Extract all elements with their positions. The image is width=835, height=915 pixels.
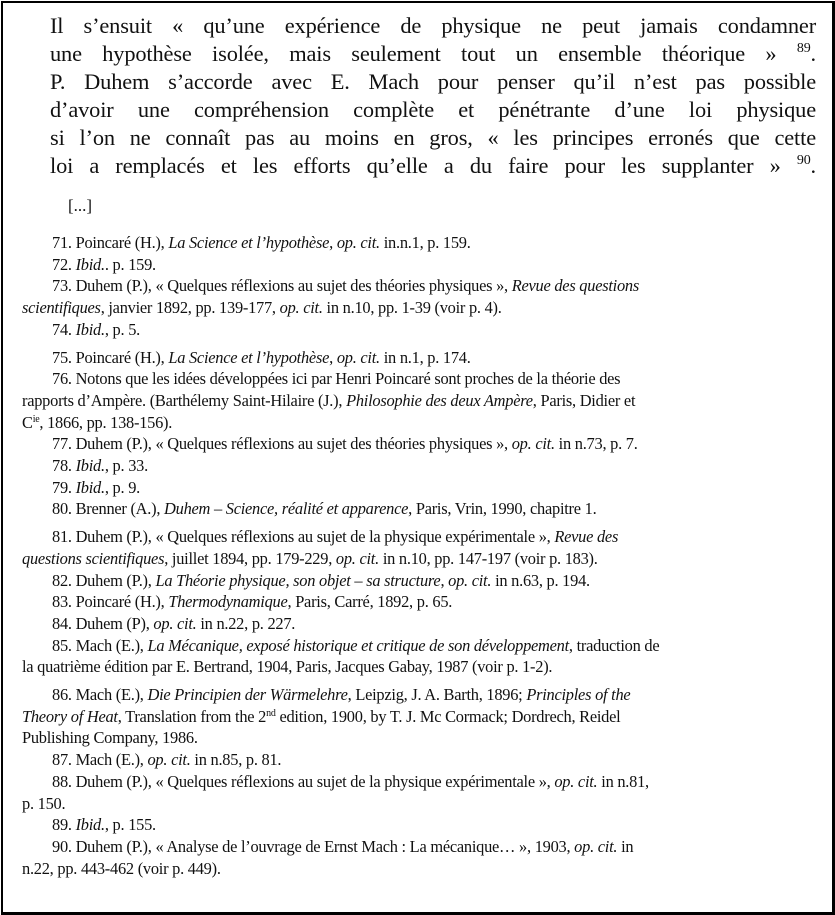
note-opcit: op. cit. <box>336 347 380 367</box>
note-text: 88. Duhem (P.), « Quelques réflexions au sujet de la physique expérimentale », <box>52 771 555 791</box>
note-text: 72. <box>52 254 76 274</box>
footnote-74 <box>22 319 792 341</box>
note-line <box>22 275 792 297</box>
note-text: in n.81, <box>597 771 649 791</box>
note-line <box>22 684 792 706</box>
note-text: , <box>440 570 449 590</box>
footnote-77 <box>22 433 792 455</box>
body-line: d’avoir une compréhension complète et pénétrante d’une loi physique <box>50 97 816 122</box>
footnote-72 <box>22 254 792 276</box>
note-text: , Paris, Didier et <box>532 390 636 410</box>
note-text: , juillet 1894, pp. 179-229, <box>164 548 336 568</box>
footnote-82 <box>22 570 792 592</box>
note-line <box>22 319 792 341</box>
note-text: , p. 155. <box>104 815 156 835</box>
note-title: La Mécanique, exposé historique et critique de son développement <box>147 635 569 655</box>
note-superscript: nd <box>266 707 276 719</box>
note-ibid: Ibid. <box>75 254 105 274</box>
note-line <box>22 706 792 728</box>
note-text: 77. Duhem (P.), « Quelques réflexions au sujet des théories physiques », <box>52 434 512 454</box>
note-line: 76. Notons que les idées développées ici par Henri Poincaré sont proches de la théorie des <box>52 369 621 389</box>
footnote-81 <box>22 526 792 569</box>
note-text: 84. Duhem (P), <box>52 613 154 633</box>
note-ibid: Ibid. <box>75 477 105 497</box>
note-title: Principles of the <box>526 685 631 705</box>
footnote-80 <box>22 498 792 520</box>
note-text: in <box>617 836 634 856</box>
note-title: Revue des <box>554 527 619 547</box>
note-line <box>22 477 792 499</box>
note-text: 74. <box>52 319 76 339</box>
footnote-84 <box>22 613 792 635</box>
note-text: 86. Mach (E.), <box>52 685 148 705</box>
note-line <box>22 526 792 548</box>
note-line <box>22 749 792 771</box>
footnote-75 <box>22 347 792 369</box>
note-line: n.22, pp. 443-462 (voir p. 449). <box>22 858 221 878</box>
body-line: P. Duhem s’accorde avec E. Mach pour penser qu’il n’est pas possible <box>50 69 816 94</box>
note-line <box>22 433 792 455</box>
note-line <box>22 498 792 520</box>
note-line <box>22 613 792 635</box>
note-text: 79. <box>52 477 76 497</box>
note-opcit: op. cit. <box>335 548 379 568</box>
note-title: Duhem – Science, réalité et apparence <box>164 499 409 519</box>
note-opcit: op. cit. <box>147 750 191 770</box>
note-line <box>22 297 792 319</box>
footnote-73 <box>22 275 792 318</box>
note-text: in.n.1, p. 159. <box>379 233 471 252</box>
body-paragraph <box>50 12 816 180</box>
note-text: , <box>329 233 337 252</box>
footnote-86 <box>22 684 792 749</box>
note-line <box>22 591 792 613</box>
note-text: 73. Duhem (P.), « Quelques réflexions au sujet des théories physiques », <box>52 276 512 296</box>
note-text: 80. Brenner (A.), <box>52 499 165 519</box>
note-text: in n.10, pp. 147-197 (voir p. 183). <box>378 548 598 568</box>
note-line <box>22 814 792 836</box>
note-line <box>22 455 792 477</box>
note-line: p. 150. <box>22 793 66 813</box>
note-text: , Translation from the 2 <box>117 706 267 726</box>
footnote-ref-89[interactable]: 89 <box>796 41 811 56</box>
body-line: Il s’ensuit « qu’une expérience de physique ne peut jamais condamner <box>50 13 816 38</box>
note-text: , Leipzig, J. A. Barth, 1896; <box>347 685 527 705</box>
note-line <box>22 232 792 254</box>
note-text: 71. Poincaré (H.), <box>52 233 169 252</box>
footnote-71 <box>22 232 792 254</box>
note-opcit: op. cit. <box>574 836 618 856</box>
footnote-89 <box>22 814 792 836</box>
note-text: , janvier 1892, pp. 139-177, <box>100 298 280 318</box>
note-text: rapports d’Ampère. (Barthélemy Saint-Hilaire (J.), <box>22 390 347 410</box>
note-text: in n.85, p. 81. <box>190 750 282 770</box>
note-opcit: op. cit. <box>279 298 323 318</box>
footnote-83 <box>22 591 792 613</box>
note-text: . p. 159. <box>104 254 156 274</box>
note-title: Philosophie des deux Ampère <box>346 390 533 410</box>
period: . <box>810 153 816 178</box>
body-line: si l’on ne connaît pas au moins en gros, « les principes erronés que cette <box>50 125 816 150</box>
note-line <box>22 390 792 412</box>
note-line <box>22 548 792 570</box>
note-title: Die Principien der Wärmelehre <box>147 685 348 705</box>
note-title: scientifiques <box>22 298 101 318</box>
note-text: , p. 9. <box>104 477 140 497</box>
body-line <box>50 40 816 68</box>
note-title: Theory of Heat <box>22 706 118 726</box>
footnote-85 <box>22 635 792 678</box>
footnote-ref-90[interactable]: 90 <box>796 153 811 168</box>
footnote-87 <box>22 749 792 771</box>
note-title: La Science et l’hypothèse <box>168 233 330 252</box>
note-text: , p. 5. <box>104 319 140 339</box>
note-line: Publishing Company, 1986. <box>22 728 198 748</box>
note-ibid: Ibid. <box>75 456 105 476</box>
footnote-88 <box>22 771 792 814</box>
footnote-78 <box>22 455 792 477</box>
note-text: 85. Mach (E.), <box>52 635 148 655</box>
note-line <box>22 254 792 276</box>
period: . <box>810 41 816 66</box>
note-text: 81. Duhem (P.), « Quelques réflexions au sujet de la physique expérimentale », <box>52 527 555 547</box>
note-title: questions scientifiques <box>22 548 165 568</box>
footnote-79 <box>22 477 792 499</box>
note-line <box>22 836 792 858</box>
note-text: 83. Poincaré (H.), <box>52 592 169 612</box>
body-line <box>50 152 816 180</box>
note-line <box>22 412 792 434</box>
note-text: 78. <box>52 456 76 476</box>
note-line <box>22 570 792 592</box>
note-superscript: ie <box>32 413 40 425</box>
note-text: , Paris, Carré, 1892, p. 65. <box>287 592 453 612</box>
body-line-text: une hypothèse isolée, mais seulement tout un ensemble théorique » <box>50 41 777 66</box>
note-opcit: op. cit. <box>153 613 197 633</box>
note-opcit: op. cit. <box>448 570 492 590</box>
note-text: C <box>22 412 33 432</box>
note-text: 75. Poincaré (H.), <box>52 347 169 367</box>
note-text: , traduction de <box>568 635 660 655</box>
note-text: in n.10, pp. 1-39 (voir p. 4). <box>322 298 502 318</box>
note-ibid: Ibid. <box>75 319 105 339</box>
note-line: la quatrième édition par E. Bertrand, 1904, Paris, Jacques Gabay, 1987 (voir p. 1-2). <box>22 657 553 677</box>
note-text: in n.63, p. 194. <box>491 570 590 590</box>
note-opcit: op. cit. <box>554 771 598 791</box>
note-title: Revue des questions <box>511 276 639 296</box>
note-opcit: op. cit. <box>511 434 555 454</box>
note-ibid: Ibid. <box>75 815 105 835</box>
note-text: 89. <box>52 815 76 835</box>
note-text: , 1866, pp. 138-156). <box>39 412 173 432</box>
note-text: edition, 1900, by T. J. Mc Cormack; Dordrech, Reidel <box>275 706 621 726</box>
body-line-text: loi a remplacés et les efforts qu’elle a du faire pour les supplanter » <box>50 153 781 178</box>
note-text: 87. Mach (E.), <box>52 750 148 770</box>
note-text: in n.22, p. 227. <box>196 613 296 633</box>
note-text: , <box>329 347 337 367</box>
note-title: La Science et l’hypothèse <box>168 347 330 367</box>
note-line <box>22 347 792 369</box>
note-text: in n.1, p. 174. <box>379 347 471 367</box>
footnotes-list <box>22 232 792 879</box>
note-title: La Théorie physique, son objet – sa structure <box>155 570 441 590</box>
note-line <box>22 771 792 793</box>
footnote-90 <box>22 836 792 879</box>
note-text: in n.73, p. 7. <box>554 434 638 454</box>
note-text: , p. 33. <box>104 456 148 476</box>
note-text: 90. Duhem (P.), « Analyse de l’ouvrage de Ernst Mach : La mécanique… », 1903, <box>52 836 575 856</box>
note-title: Thermodynamique <box>168 592 288 612</box>
note-line <box>22 635 792 657</box>
footnote-76 <box>22 368 792 433</box>
note-opcit: op. cit. <box>336 233 380 252</box>
note-text: , Paris, Vrin, 1990, chapitre 1. <box>408 499 597 519</box>
note-text: 82. Duhem (P.), <box>52 570 156 590</box>
omission-marker: [...] <box>68 196 93 215</box>
